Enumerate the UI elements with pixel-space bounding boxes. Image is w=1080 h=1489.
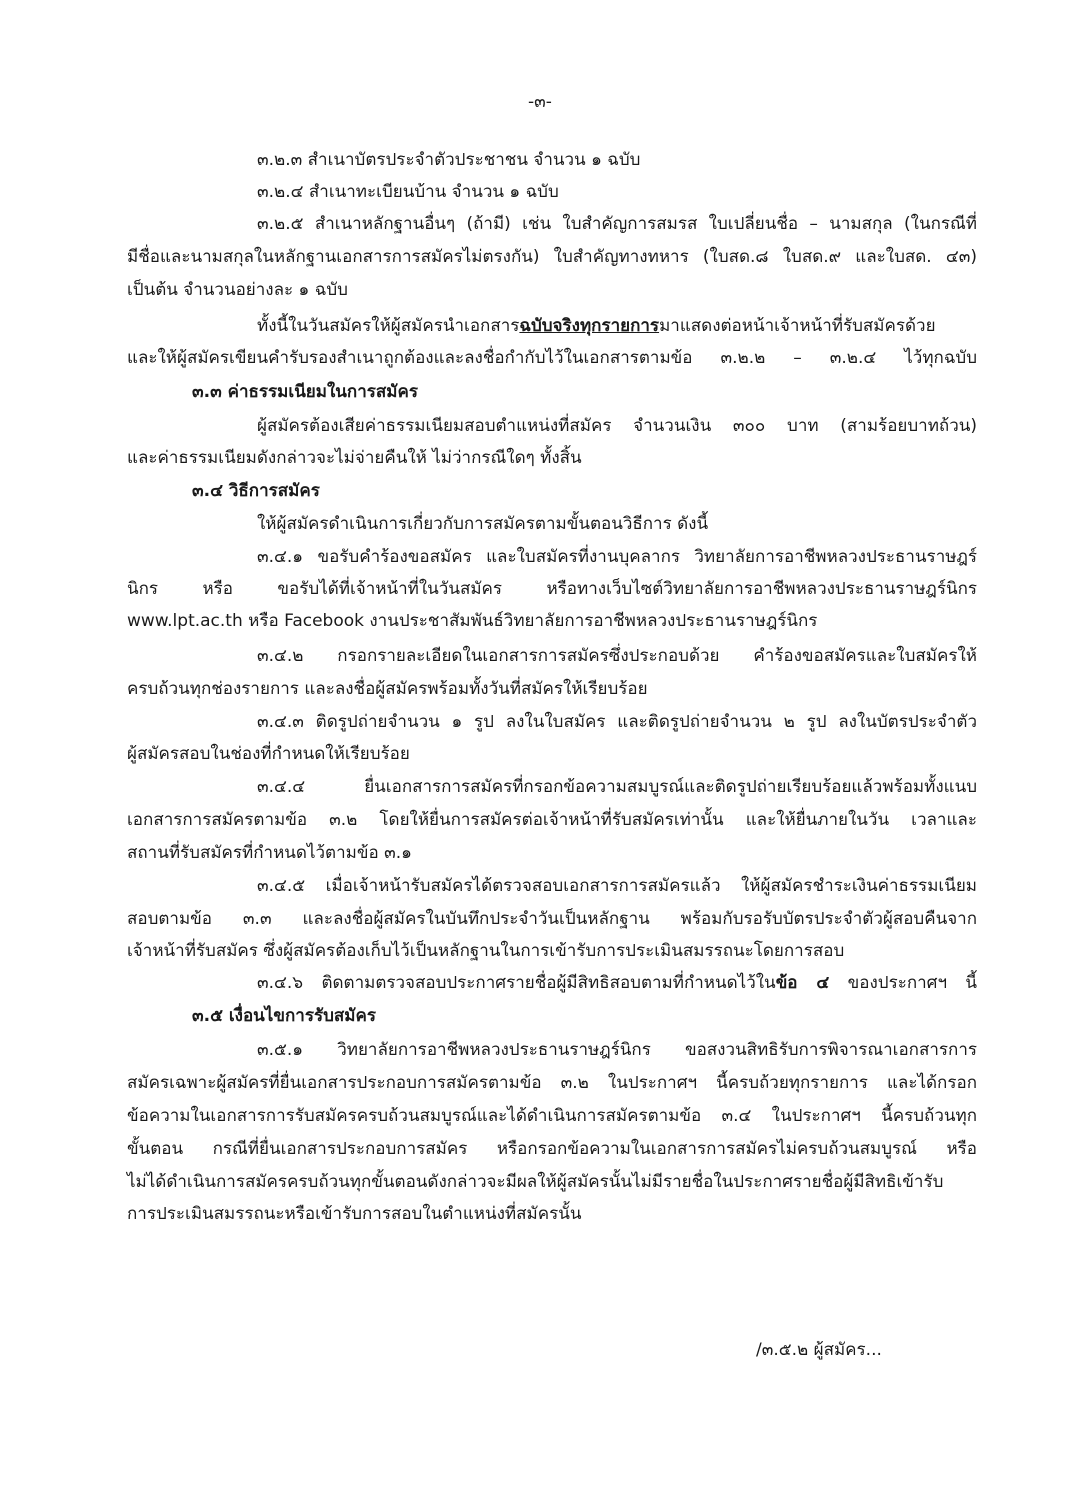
fee-line1: ผู้สมัครต้องเสียค่าธรรมเนียมสอบตำแหน่งที่สมัคร จำนวนเงิน ๓๐๐ บาท (สามร้อยบาทถ้วน) bbox=[257, 416, 977, 436]
item-3-4-6-suffix: ของประกาศฯ นี้ bbox=[829, 973, 977, 993]
item-3-4-3-line2: ผู้สมัครสอบในช่องที่กำหนดให้เรียบร้อย bbox=[127, 744, 410, 764]
original-docs-note-line2: และให้ผู้สมัครเขียนคำรับรองสำเนาถูกต้องและลงชื่อกำกับไว้ในเอกสารตามข้อ ๓.๒.๒ – ๓.๒.๔ ไว้ทุกฉบับ bbox=[127, 348, 977, 368]
item-3-5-1-line2: สมัครเฉพาะผู้สมัครที่ยื่นเอกสารประกอบการสมัครตามข้อ ๓.๒ ในประกาศฯ นี้ครบถ้วยทุกรายการ และได้กรอก bbox=[127, 1073, 977, 1093]
item-3-4-2-line2: ครบถ้วนทุกช่องรายการ และลงชื่อผู้สมัครพร้อมทั้งวันที่สมัครให้เรียบร้อย bbox=[127, 679, 648, 699]
item-3-4-2-line1: ๓.๔.๒ กรอกรายละเอียดในเอกสารการสมัครซึ่งประกอบด้วย คำร้องขอสมัครและใบสมัครให้ bbox=[257, 646, 977, 666]
item-3-5-1-line1: ๓.๕.๑ วิทยาลัยการอาชีพหลวงประธานราษฎร์นิกร ขอสงวนสิทธิรับการพิจารณาเอกสารการ bbox=[257, 1040, 977, 1060]
item-3-4-6-emphasis: ข้อ ๔ bbox=[775, 973, 830, 993]
item-3-4-6 bbox=[257, 971, 977, 995]
item-3-4-4-line2: เอกสารการสมัครตามข้อ ๓.๒ โดยให้ยื่นการสมัครต่อเจ้าหน้าที่รับสมัครเท่านั้น และให้ยื่นภายในวัน เวลาและ bbox=[127, 810, 977, 830]
item-3-4-3-line1: ๓.๔.๓ ติดรูปถ่ายจำนวน ๑ รูป ลงในใบสมัคร และติดรูปถ่ายจำนวน ๒ รูป ลงในบัตรประจำตัว bbox=[257, 712, 977, 732]
item-3-4-1-line2: นิกร หรือ ขอรับได้ที่เจ้าหน้าที่ในวันสมัคร หรือทางเว็บไซต์วิทยาลัยการอาชีพหลวงประธานราษฎร์นิกร bbox=[127, 579, 977, 599]
continuation-note: /๓.๕.๒ ผู้สมัคร... bbox=[756, 1340, 882, 1360]
heading-3-4: ๓.๔ วิธีการสมัคร bbox=[192, 481, 320, 501]
item-3-2-5-line2: มีชื่อและนามสกุลในหลักฐานเอกสารการสมัครไม่ตรงกัน) ใบสำคัญทางทหาร (ใบสด.๘ ใบสด.๙ และใบสด. ๔๓) bbox=[127, 247, 977, 267]
item-3-2-3: ๓.๒.๓ สำเนาบัตรประจำตัวประชาชน จำนวน ๑ ฉบับ bbox=[257, 150, 641, 170]
fee-line2: และค่าธรรมเนียมดังกล่าวจะไม่จ่ายคืนให้ ไม่ว่ากรณีใดๆ ทั้งสิ้น bbox=[127, 448, 582, 468]
original-docs-note-line1 bbox=[257, 314, 977, 338]
item-3-2-5-line3: เป็นต้น จำนวนอย่างละ ๑ ฉบับ bbox=[127, 280, 348, 300]
note-prefix: ทั้งนี้ในวันสมัครให้ผู้สมัครนำเอกสาร bbox=[257, 316, 520, 336]
item-3-4-1-line3: www.lpt.ac.th หรือ Facebook งานประชาสัมพันธ์วิทยาลัยการอาชีพหลวงประธานราษฎร์นิกร bbox=[127, 611, 818, 631]
item-3-4-6-prefix: ๓.๔.๖ ติดตามตรวจสอบประกาศรายชื่อผู้มีสิทธิสอบตามที่กำหนดไว้ใน bbox=[257, 973, 776, 993]
item-3-4-4-line1: ๓.๔.๔ ยื่นเอกสารการสมัครที่กรอกข้อความสมบูรณ์และติดรูปถ่ายเรียบร้อยแล้วพร้อมทั้งแนบ bbox=[257, 777, 977, 797]
item-3-4-4-line3: สถานที่รับสมัครที่กำหนดไว้ตามข้อ ๓.๑ bbox=[127, 843, 412, 863]
item-3-5-1-line3: ข้อความในเอกสารการรับสมัครครบถ้วนสมบูรณ์และได้ดำเนินการสมัครตามข้อ ๓.๔ ในประกาศฯ นี้ครบถ้วนทุก bbox=[127, 1106, 977, 1126]
item-3-5-1-line6: การประเมินสมรรถนะหรือเข้ารับการสอบในตำแหน่งที่สมัครนั้น bbox=[127, 1204, 582, 1224]
item-3-5-1-line4: ขั้นตอน กรณีที่ยื่นเอกสารประกอบการสมัคร หรือกรอกข้อความในเอกสารการสมัครไม่ครบถ้วนสมบูรณ์ หรือ bbox=[127, 1139, 977, 1159]
item-3-4-5-line3: เจ้าหน้าที่รับสมัคร ซึ่งผู้สมัครต้องเก็บไว้เป็นหลักฐานในการเข้ารับการประเมินสมรรถนะโดยการสอบ bbox=[127, 941, 845, 961]
item-3-5-1-line5: ไม่ได้ดำเนินการสมัครครบถ้วนทุกขั้นตอนดังกล่าวจะมีผลให้ผู้สมัครนั้นไม่มีรายชื่อในประกาศรายชื่อผู้มีสิทธิเข้ารับ bbox=[127, 1172, 944, 1192]
page-number: -๓- bbox=[528, 92, 552, 112]
item-3-2-4: ๓.๒.๔ สำเนาทะเบียนบ้าน จำนวน ๑ ฉบับ bbox=[257, 182, 559, 202]
item-3-2-5-line1: ๓.๒.๕ สำเนาหลักฐานอื่นๆ (ถ้ามี) เช่น ใบสำคัญการสมรส ใบเปลี่ยนชื่อ – นามสกุล (ในกรณีที่ bbox=[257, 214, 977, 234]
heading-3-3: ๓.๓ ค่าธรรมเนียมในการสมัคร bbox=[192, 382, 418, 402]
item-3-4-5-line2: สอบตามข้อ ๓.๓ และลงชื่อผู้สมัครในบันทึกประจำวันเป็นหลักฐาน พร้อมกับรอรับบัตรประจำตัวผู้สอบคืนจาก bbox=[127, 909, 977, 929]
item-3-4-1-line1: ๓.๔.๑ ขอรับคำร้องขอสมัคร และใบสมัครที่งานบุคลากร วิทยาลัยการอาชีพหลวงประธานราษฎร์ bbox=[257, 547, 977, 567]
heading-3-5: ๓.๕ เงื่อนไขการรับสมัคร bbox=[192, 1006, 376, 1026]
method-intro: ให้ผู้สมัครดำเนินการเกี่ยวกับการสมัครตามขั้นตอนวิธีการ ดังนี้ bbox=[257, 514, 709, 534]
note-emphasis: ฉบับจริงทุกรายการ bbox=[519, 316, 660, 336]
note-suffix: มาแสดงต่อหน้าเจ้าหน้าที่รับสมัครด้วย bbox=[659, 316, 936, 336]
item-3-4-5-line1: ๓.๔.๕ เมื่อเจ้าหน้ารับสมัครได้ตรวจสอบเอกสารการสมัครแล้ว ให้ผู้สมัครชำระเงินค่าธรรมเนียม bbox=[257, 876, 977, 896]
